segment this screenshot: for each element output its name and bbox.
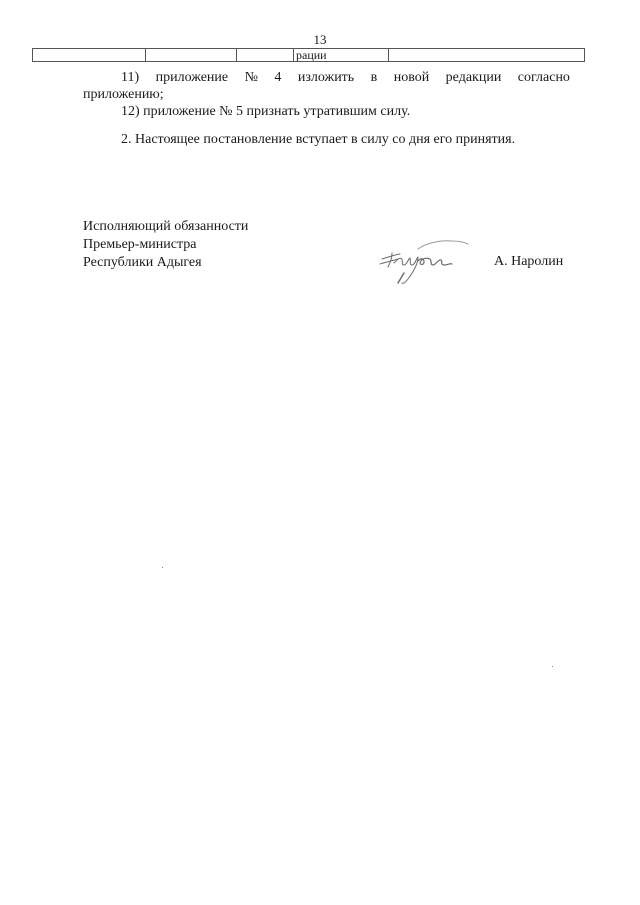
- word: приложение: [155, 70, 229, 85]
- item-11: [83, 69, 570, 103]
- word: редакции: [445, 70, 502, 85]
- word: в: [370, 70, 378, 85]
- word: №: [244, 70, 258, 85]
- page-number: 13: [313, 32, 327, 47]
- word: 11): [121, 70, 140, 85]
- item-12-text: 12) приложение № 5 признать утратившим силу.: [121, 104, 411, 119]
- signatory-title-line: Республики Адыгея: [83, 255, 202, 270]
- table-fragment: [32, 48, 585, 62]
- table-cell: [389, 49, 584, 61]
- signatory-title-line: Премьер-министра: [83, 237, 197, 252]
- clause-2: [83, 131, 570, 148]
- scan-speck: [162, 567, 163, 568]
- item-11-continuation: приложению;: [83, 87, 164, 102]
- word: новой: [393, 70, 430, 85]
- signer-name: А. Наролин: [494, 254, 564, 269]
- word: 4: [274, 70, 282, 85]
- item-11-first-line: [83, 69, 570, 86]
- table-cell: [237, 49, 294, 61]
- signatory-title-line: Исполняющий обязанности: [83, 219, 249, 234]
- clause-2-text: 2. Настоящее постановление вступает в силу со дня его принятия.: [121, 132, 516, 147]
- word: изложить: [297, 70, 355, 85]
- table-cell: [146, 49, 237, 61]
- item-12: [83, 103, 570, 120]
- table-cell: [33, 49, 146, 61]
- signatory-title: [83, 218, 248, 272]
- table-cell: рации: [294, 49, 389, 61]
- signature-icon: [378, 237, 488, 285]
- word: согласно: [517, 70, 570, 85]
- scan-speck: [552, 666, 553, 667]
